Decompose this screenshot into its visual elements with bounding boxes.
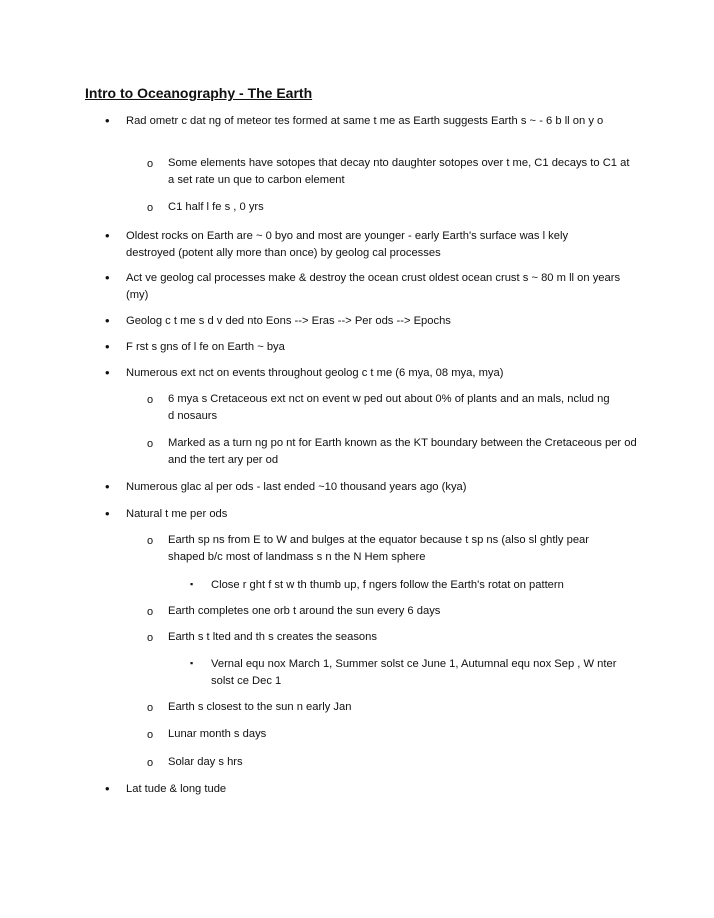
list-item-text: Solar day s hrs (168, 756, 243, 768)
list-item-text: Earth s t lted and th s creates the seasons (168, 631, 377, 643)
list-item (105, 479, 631, 496)
bullet-marker: • (105, 781, 110, 796)
list-item (147, 155, 638, 189)
list-item (190, 656, 631, 690)
list-item-text: Numerous ext nct on events throughout geolog c t me (6 mya, 08 mya, mya) (126, 367, 504, 379)
list-item (147, 754, 628, 771)
list-item-text: Close r ght f st w th thumb up, f ngers follow the Earth's rotat on pattern (211, 579, 564, 591)
bullet-marker: • (105, 365, 110, 380)
list-item-text: Oldest rocks on Earth are ~ 0 byo and most are younger - early Earth's surface was l kely destroyed (potent ally more than once) by geolog cal processes (126, 230, 569, 259)
bullet-marker: ▪ (190, 579, 194, 589)
list-item-text: Natural t me per ods (126, 508, 228, 520)
list-item-text: Some elements have sotopes that decay nto daughter sotopes over t me, C1 decays to C1 at a set rate un que to carbon element (168, 157, 630, 186)
list-item-text: 6 mya s Cretaceous ext nct on event w ped out about 0% of plants and an mals, nclud ng d nosaurs (168, 393, 610, 422)
list-item (105, 506, 631, 523)
list-item-text: F rst s gns of l fe on Earth ~ bya (126, 341, 285, 353)
list-item (147, 726, 628, 743)
bullet-marker: o (147, 438, 154, 450)
list-item-text: Earth sp ns from E to W and bulges at the equator because t sp ns (also sl ghtly pear shaped b/c most of landmass s n the N Hem sphere (168, 534, 590, 563)
list-item-text: C1 half l fe s , 0 yrs (168, 201, 264, 213)
list-item (147, 391, 618, 425)
bullet-marker: o (147, 202, 154, 214)
list-item (105, 781, 631, 798)
list-item-text: Numerous glac al per ods - last ended ~10 thousand years ago (kya) (126, 481, 467, 493)
list-item (105, 313, 631, 330)
list-item (105, 365, 631, 382)
list-item-text: Act ve geolog cal processes make & destroy the ocean crust oldest ocean crust s ~ 80 m ll on years (my) (126, 272, 621, 301)
bullet-marker: • (105, 506, 110, 521)
list-item (105, 339, 631, 356)
list-item-text: Geolog c t me s d v ded nto Eons --> Eras --> Per ods --> Epochs (126, 315, 451, 327)
list-item (147, 435, 638, 469)
bullet-marker: • (105, 270, 110, 285)
list-item-text: Vernal equ nox March 1, Summer solst ce June 1, Autumnal equ nox Sep , W nter solst ce Dec 1 (211, 658, 617, 687)
bullet-marker: o (147, 394, 154, 406)
list-item (147, 699, 628, 716)
list-item-text: Earth s closest to the sun n early Jan (168, 701, 352, 713)
bullet-marker: o (147, 158, 154, 170)
list-item (147, 603, 628, 620)
bullet-marker: o (147, 729, 154, 741)
bullet-marker: • (105, 479, 110, 494)
list-item-text: Lat tude & long tude (126, 783, 227, 795)
list-item (190, 577, 631, 594)
bullet-marker: ▪ (190, 658, 194, 668)
bullet-marker: o (147, 632, 154, 644)
list-item-text: Marked as a turn ng po nt for Earth known as the KT boundary between the Cretaceous per od and the tert ary per od (168, 437, 637, 466)
bullet-marker: o (147, 535, 154, 547)
bullet-marker: • (105, 313, 110, 328)
list-item (147, 199, 638, 216)
list-item-text: Earth completes one orb t around the sun every 6 days (168, 605, 441, 617)
bullet-marker: • (105, 228, 110, 243)
bullet-marker: • (105, 339, 110, 354)
page-title: Intro to Oceanography - The Earth (85, 85, 313, 101)
bullet-marker: o (147, 702, 154, 714)
list-item-text: Lunar month s days (168, 728, 267, 740)
bullet-marker: o (147, 757, 154, 769)
list-item (105, 228, 606, 262)
list-item (105, 113, 638, 130)
bullet-marker: o (147, 606, 154, 618)
list-item (105, 270, 631, 304)
list-item (147, 532, 618, 566)
list-item (147, 629, 628, 646)
bullet-marker: • (105, 113, 110, 128)
list-item-text: Rad ometr c dat ng of meteor tes formed at same t me as Earth suggests Earth s ~ - 6 b ll on y o (126, 115, 604, 127)
